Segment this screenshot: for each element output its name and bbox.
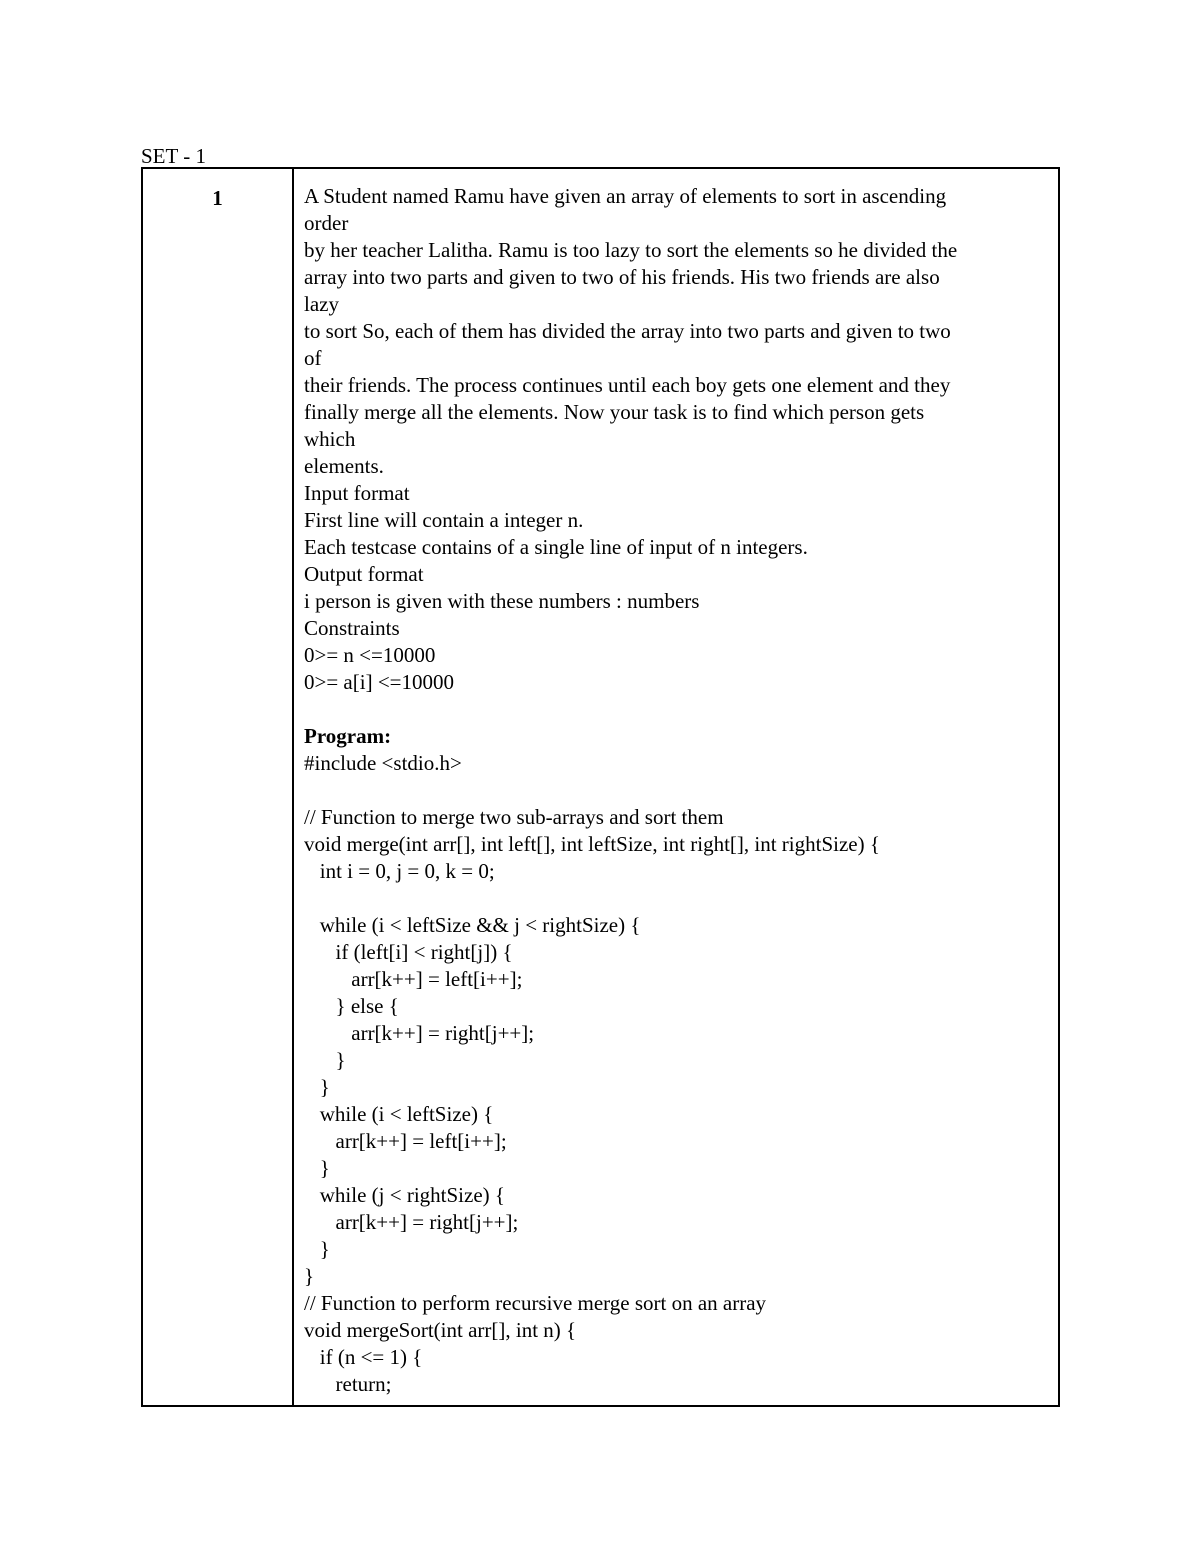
statement-line: elements. bbox=[304, 454, 384, 478]
statement-line: A Student named Ramu have given an array of elements to sort in ascending bbox=[304, 184, 947, 208]
set-label: SET - 1 bbox=[141, 144, 206, 168]
statement-line: 0>= a[i] <=10000 bbox=[304, 670, 455, 694]
statement-line: First line will contain a integer n. bbox=[304, 508, 584, 532]
code-line: arr[k++] = left[i++]; bbox=[304, 1129, 507, 1153]
code-line: } bbox=[304, 1264, 315, 1288]
statement-line bbox=[304, 696, 1038, 723]
code-line: arr[k++] = right[j++]; bbox=[304, 1210, 519, 1234]
question-body-cell bbox=[294, 169, 1058, 1405]
code-line: if (left[i] < right[j]) { bbox=[304, 940, 513, 964]
statement-line: order bbox=[304, 211, 349, 235]
statement-line: of bbox=[304, 346, 322, 370]
code-line: arr[k++] = right[j++]; bbox=[304, 1021, 535, 1045]
statement-line: i person is given with these numbers : numbers bbox=[304, 589, 700, 613]
program-heading: Program: bbox=[304, 724, 392, 748]
code-line: void mergeSort(int arr[], int n) { bbox=[304, 1318, 577, 1342]
code-line: #include <stdio.h> bbox=[304, 751, 462, 775]
code-line: } bbox=[304, 1237, 330, 1261]
problem-statement bbox=[304, 183, 1038, 723]
statement-line: Each testcase contains of a single line of input of n integers. bbox=[304, 535, 808, 559]
statement-line: Output format bbox=[304, 562, 424, 586]
statement-line: lazy bbox=[304, 292, 339, 316]
code-line: while (i < leftSize && j < rightSize) { bbox=[304, 913, 641, 937]
question-number: 1 bbox=[212, 186, 223, 210]
question-number-cell bbox=[143, 169, 294, 1405]
statement-line: by her teacher Lalitha. Ramu is too lazy to sort the elements so he divided the bbox=[304, 238, 958, 262]
code-line: while (i < leftSize) { bbox=[304, 1102, 494, 1126]
statement-line: to sort So, each of them has divided the array into two parts and given to two bbox=[304, 319, 951, 343]
statement-line: array into two parts and given to two of his friends. His two friends are also bbox=[304, 265, 940, 289]
code-line: // Function to merge two sub-arrays and sort them bbox=[304, 805, 724, 829]
statement-line: finally merge all the elements. Now your task is to find which person gets bbox=[304, 400, 925, 424]
code-line: } bbox=[304, 1156, 330, 1180]
code-line: // Function to perform recursive merge sort on an array bbox=[304, 1291, 767, 1315]
code-line: while (j < rightSize) { bbox=[304, 1183, 505, 1207]
statement-line: their friends. The process continues until each boy gets one element and they bbox=[304, 373, 951, 397]
code-line: } else { bbox=[304, 994, 399, 1018]
code-line: arr[k++] = left[i++]; bbox=[304, 967, 523, 991]
code-line: void merge(int arr[], int left[], int leftSize, int right[], int rightSize) { bbox=[304, 832, 880, 856]
code-line: return; bbox=[304, 1372, 392, 1396]
code-line: if (n <= 1) { bbox=[304, 1345, 423, 1369]
statement-line: 0>= n <=10000 bbox=[304, 643, 436, 667]
code-line: int i = 0, j = 0, k = 0; bbox=[304, 859, 495, 883]
statement-line: which bbox=[304, 427, 356, 451]
question-table bbox=[141, 167, 1060, 1407]
statement-line: Constraints bbox=[304, 616, 400, 640]
program-code bbox=[304, 750, 1038, 1398]
code-line: } bbox=[304, 1048, 346, 1072]
code-line: } bbox=[304, 1075, 330, 1099]
code-line bbox=[304, 777, 1038, 804]
code-line bbox=[304, 885, 1038, 912]
statement-line: Input format bbox=[304, 481, 410, 505]
